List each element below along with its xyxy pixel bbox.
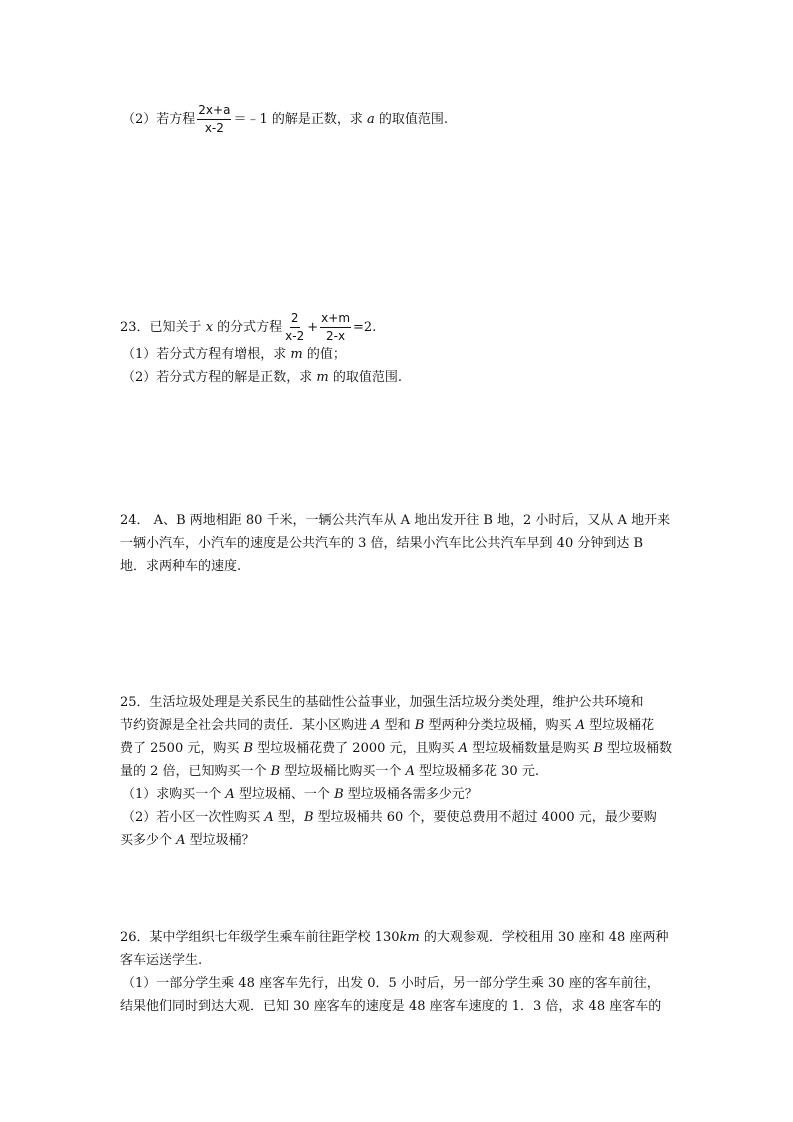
q23-stem [120,311,376,344]
q25-line-3 [120,737,672,761]
q25-var-A: A [176,833,186,848]
q25-line2-d: 型垃圾桶花 [585,718,655,733]
q26-part1-line-1: （1）一部分学生乘 48 座客车先行，出发 0．5 小时后，另一部分学生乘 30 座的客车前往， [122,976,660,991]
q23-part1-var-m: m [290,347,303,362]
q25-line3-d: 型垃圾桶数 [602,741,673,756]
q25-part2 [122,806,657,830]
q23-var-x: x [205,320,214,335]
q25-line3-c: 型垃圾桶数量是购买 [468,741,594,756]
q26-line-1 [120,926,668,950]
q25-var-B: B [243,741,254,756]
q22-var-a: a [366,112,375,127]
q25-var-A: A [575,718,586,733]
q25-var-B: B [414,718,425,733]
q24-line-2: 一辆小汽车，小汽车的速度是公共汽车的 3 倍，结果小汽车比公共汽车早到 40 分钟到达 B [120,536,644,551]
q26-unit-km: km [399,930,420,945]
q23-part1 [122,343,346,367]
q23-fraction-2-numerator: x+m [320,311,351,328]
q23-part2-text-a: （2）若分式方程的解是正数，求 [122,370,317,385]
q25-line4-a: 量的 2 倍，已知购买一个 [120,764,271,779]
q25-var-B: B [303,810,314,825]
q23-part2 [122,366,402,390]
q23-part1-text-b: 的值； [302,347,346,362]
q23-part2-var-m: m [316,370,329,385]
q24-line-3: 地．求两种车的速度. [120,559,242,574]
q23-fraction-1-denominator: x-2 [285,329,305,343]
q25-line-1: 25．生活垃圾处理是关系民生的基础性公益事业，加强生活垃圾分类处理，维护公共环境和 [120,695,644,710]
q23-mid: 的分式方程 [213,320,283,335]
q25-part1 [122,783,478,807]
q25-var-A: A [225,787,235,802]
q22-fraction [197,103,231,136]
q25-var-A: A [264,810,274,825]
q22-part2-rest2: 的取值范围. [374,112,449,127]
q25-var-B: B [270,764,281,779]
q25-line2-a: 节约资源是全社会共同的责任．某小区购进 [120,718,372,733]
q25-part1-b: 型垃圾桶、一个 [234,787,335,802]
q24-line-1: 24． A、B 两地相距 80 千米，一辆公共汽车从 A 地出发开往 B 地，2 小时后，又从 A 地开来 [120,513,671,528]
q25-part2-c: 型垃圾桶共 60 个，要使总费用不超过 4000 元，最少要购 [313,810,657,825]
q26-line1-a: 26．某中学组织七年级学生乘车前往距学校 130 [120,930,400,945]
q25-var-A: A [371,718,381,733]
q25-line4-c: 型垃圾桶多花 30 元. [414,764,539,779]
q25-line2-c: 型两种分类垃圾桶，购买 [424,718,576,733]
q25-part2-line2-b: 型垃圾桶？ [185,833,255,848]
q22-part2-prefix: （2）若方程 [122,112,196,127]
q25-line3-a: 费了 2500 元，购买 [120,741,244,756]
q25-line-4 [120,760,539,784]
q25-part2-a: （2）若小区一次性购买 [122,810,265,825]
q23-equals: =2. [353,320,377,335]
q22-fraction-numerator: 2x+a [197,103,231,120]
q23-fraction-1-numerator: 2 [290,311,300,328]
q25-var-A: A [458,741,469,756]
q26-line-2: 客车运送学生. [120,953,203,968]
q23-plus: + [307,320,319,335]
q25-line4-b: 型垃圾桶比购买一个 [280,764,406,779]
q25-part1-c: 型垃圾桶各需多少元？ [343,787,478,802]
q23-fraction-2-denominator: 2-x [326,329,346,343]
q25-var-A: A [405,764,415,779]
q23-fraction-2 [320,311,351,344]
q25-var-B: B [334,787,344,802]
q22-part2-line [122,103,448,136]
q23-part2-text-b: 的取值范围. [328,370,402,385]
q25-part2-line2-a: 买多少个 [120,833,177,848]
q22-fraction-denominator: x-2 [204,121,224,135]
q23-fraction-1 [284,311,305,344]
q26-part1-line-2: 结果他们同时到达大观．已知 30 座客车的速度是 48 座客车速度的 1．3 倍，求 48 座客车的 [120,999,662,1014]
q25-line2-b: 型和 [380,718,415,733]
q25-part2-line2 [120,829,255,853]
q25-line3-b: 型垃圾桶花费了 2000 元，且购买 [253,741,459,756]
q25-part2-b: 型， [273,810,304,825]
q23-part1-text-a: （1）若分式方程有增根，求 [122,347,291,362]
q25-var-B: B [593,741,603,756]
q25-part1-a: （1）求购买一个 [122,787,226,802]
q26-line1-b: 的大观参观．学校租用 30 座和 48 座两种 [419,930,669,945]
q25-line-2 [120,714,654,738]
q23-prefix: 23．已知关于 [120,320,206,335]
q22-part2-rest1: ＝﹣1 的解是正数，求 [233,112,367,127]
